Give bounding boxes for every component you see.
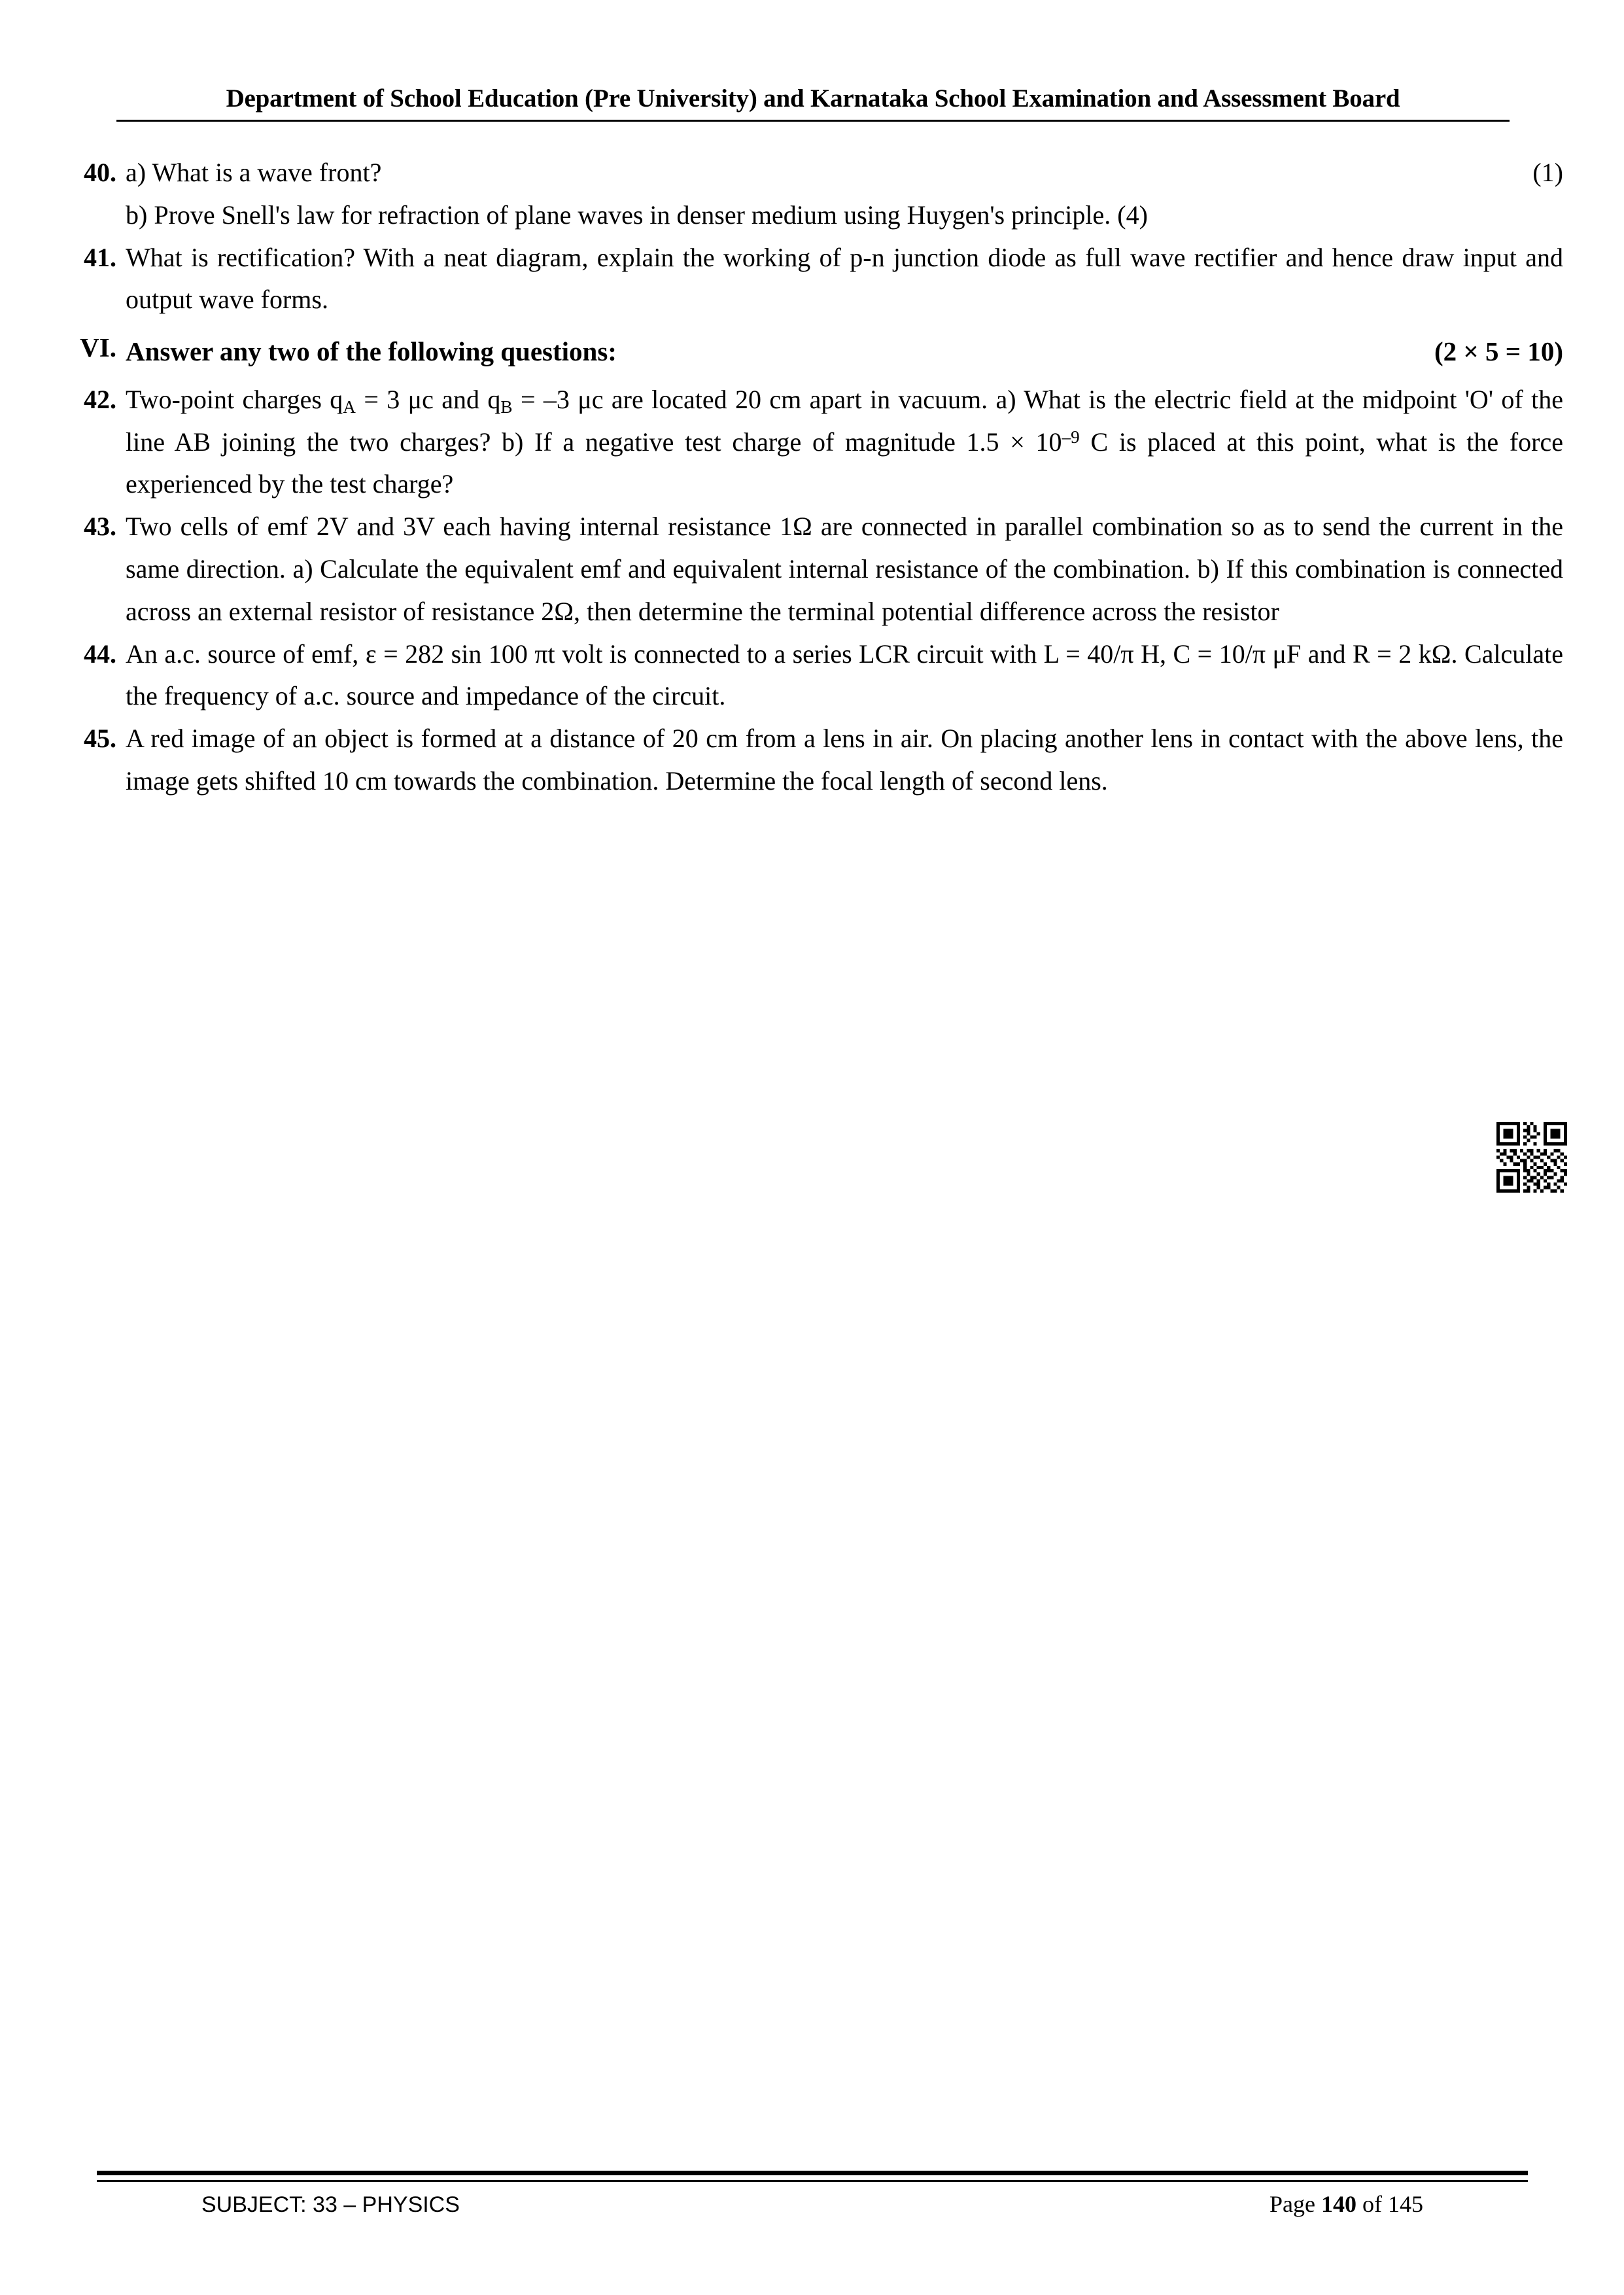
question-subpart (65, 194, 1563, 237)
footer-page-number: 140 (1321, 2191, 1356, 2217)
footer-page-indicator (1270, 2190, 1423, 2218)
question-item (65, 379, 1563, 506)
question-item (65, 718, 1563, 803)
section-title-text: Answer any two of the following questions: (126, 336, 617, 367)
footer-divider-thick (97, 2171, 1528, 2175)
question-text (126, 152, 1563, 194)
footer-page-suffix: of 145 (1356, 2191, 1423, 2217)
footer-subject: SUBJECT: 33 – PHYSICS (201, 2192, 460, 2217)
question-item (65, 506, 1563, 633)
question-text: Two-point charges $q_A = 3$ μc and $q_B = -3$ μc are located 20 cm apart in vacuum. a) What is the electric field at the midpoint 'O' of the line AB joining the two charges? b) If a negative test charge of magnitude $1.5 \times 10^{-9}$ C is placed at this point, what is the force experienced by the test charge? (126, 384, 1564, 499)
section-title (126, 332, 1563, 372)
question-part-text: What is a wave front? (152, 158, 382, 187)
question-number: 44. (84, 639, 116, 669)
page-header: Department of School Education (Pre University) and Karnataka School Examination and Assessment Board (116, 84, 1510, 122)
question-text: Two cells of emf 2V and 3V each having internal resistance 1Ω are connected in parallel combination so as to send the current in the same direction. a) Calculate the equivalent emf and equivalent internal resistance of the combination. b) If this combination is connected across an external resistor of resistance 2Ω, then determine the terminal potential difference across the resistor (126, 512, 1563, 626)
question-marks: (1) (1532, 158, 1563, 187)
question-part-label: b) (126, 200, 148, 230)
question-number: 42. (84, 384, 116, 414)
question-text: An a.c. source of emf, ε = 282 sin 100 πt volt is connected to a series LCR circuit with L = 40/π H, C = 10/π μF and R = 2 kΩ. Calculate the frequency of a.c. source and impedance of the circuit. (126, 639, 1563, 711)
question-item (65, 633, 1563, 718)
question-number: 40. (84, 158, 116, 187)
question-item (65, 152, 1563, 194)
question-number: 45. (84, 724, 116, 754)
section-heading (65, 332, 1563, 372)
footer-page-prefix: Page (1270, 2191, 1321, 2217)
question-text: What is rectification? With a neat diagram, explain the working of p-n junction diode as full wave rectifier and hence draw input and output wave forms. (126, 242, 1563, 315)
section-label: VI. (80, 332, 116, 363)
question-number: 41. (84, 242, 116, 272)
question-part-label: a) (126, 158, 147, 187)
question-text: A red image of an object is formed at a distance of 20 cm from a lens in air. On placing another lens in contact with the above lens, the image gets shifted 10 cm towards the combination. Determine the focal length of second lens. (126, 724, 1563, 796)
qr-code-icon (1496, 1122, 1567, 1193)
question-content (65, 152, 1563, 803)
question-item (65, 237, 1563, 322)
question-part-text: Prove Snell's law for refraction of plane waves in denser medium using Huygen's principle. (4) (154, 200, 1148, 230)
page-footer (97, 2190, 1528, 2218)
section-marks: (2 × 5 = 10) (1434, 336, 1563, 367)
question-number: 43. (84, 512, 116, 542)
footer-divider-thin (97, 2180, 1528, 2182)
question-subpart-body (126, 194, 1563, 237)
